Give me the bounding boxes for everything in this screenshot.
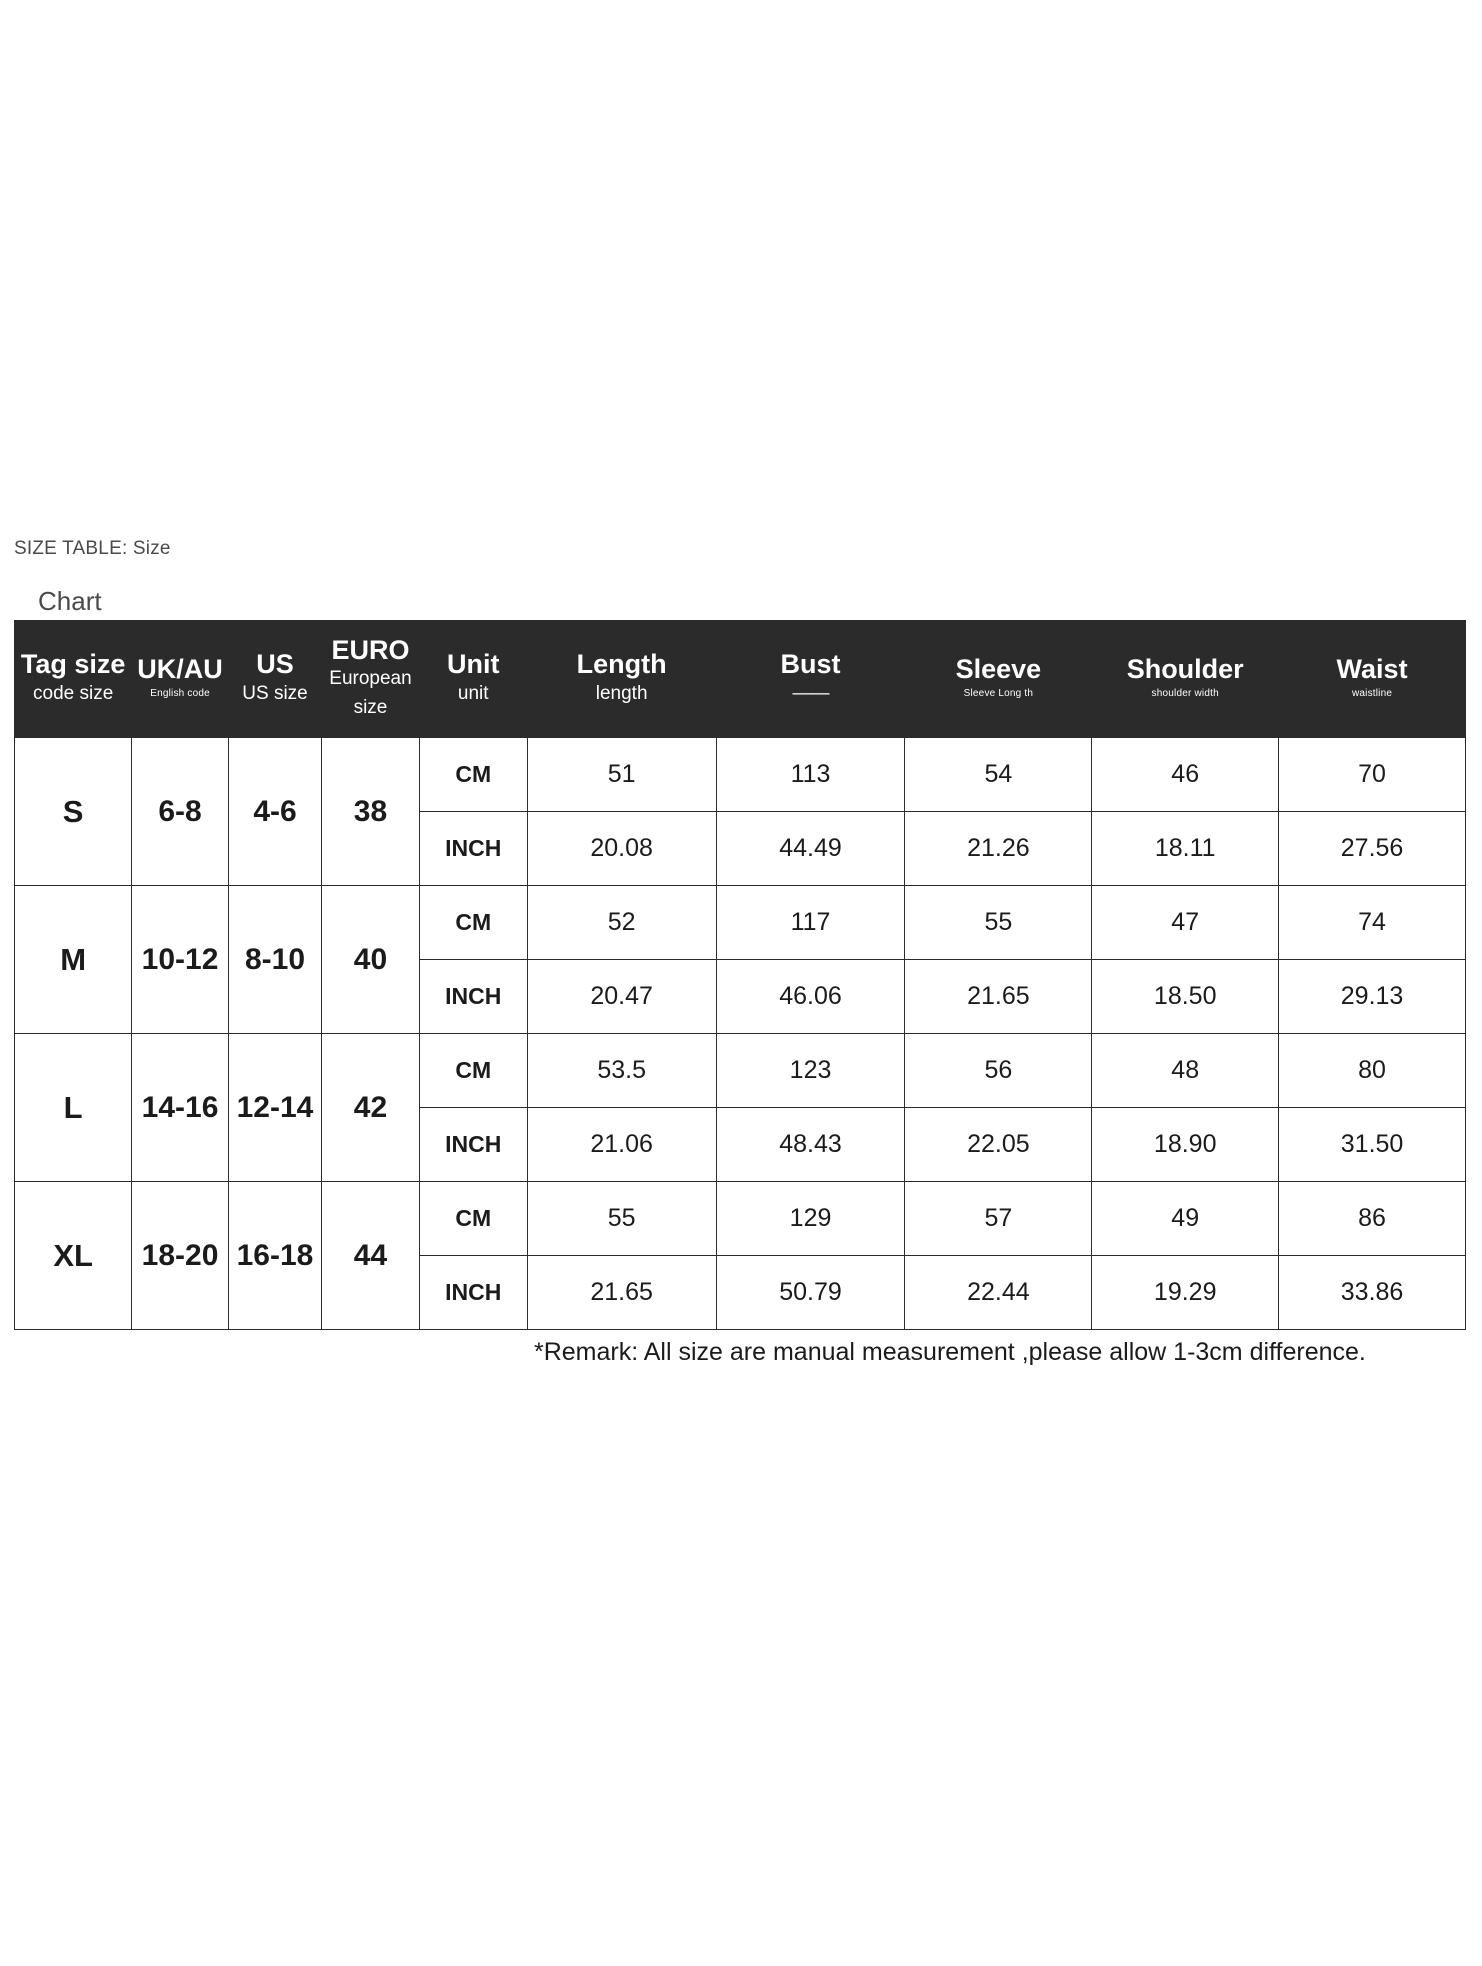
- cell-sleeve: 57: [905, 1182, 1092, 1256]
- cell-waist: 74: [1279, 886, 1466, 960]
- table-row: [15, 886, 1466, 960]
- cell-us: 12-14: [228, 1034, 321, 1182]
- cell-shoulder: 47: [1092, 886, 1279, 960]
- cell-length: 21.65: [527, 1256, 716, 1330]
- cell-sleeve: 54: [905, 738, 1092, 812]
- table-row: [15, 1182, 1466, 1256]
- cell-shoulder: 18.90: [1092, 1108, 1279, 1182]
- header-uk-au-main: UK/AU: [137, 654, 223, 685]
- header-euro-main: EURO: [331, 634, 410, 665]
- header-bust-main: Bust: [780, 648, 841, 679]
- cell-length: 20.08: [527, 812, 716, 886]
- cell-shoulder: 18.50: [1092, 960, 1279, 1034]
- header-length: [527, 621, 716, 738]
- header-shoulder-sub: shoulder width: [1151, 687, 1219, 699]
- cell-sleeve: 56: [905, 1034, 1092, 1108]
- cell-sleeve: 21.26: [905, 812, 1092, 886]
- cell-length: 21.06: [527, 1108, 716, 1182]
- header-us-sub: US size: [242, 682, 308, 704]
- cell-waist: 86: [1279, 1182, 1466, 1256]
- cell-sleeve: 22.05: [905, 1108, 1092, 1182]
- header-sleeve-sub: Sleeve Long th: [963, 687, 1034, 699]
- cell-unit: CM: [419, 1034, 527, 1108]
- header-sleeve-main: Sleeve: [955, 654, 1042, 685]
- cell-waist: 31.50: [1279, 1108, 1466, 1182]
- cell-waist: 27.56: [1279, 812, 1466, 886]
- header-tag-size-main: Tag size: [20, 648, 126, 679]
- header-waist-sub: waistline: [1351, 687, 1393, 699]
- cell-shoulder: 48: [1092, 1034, 1279, 1108]
- table-row: [15, 738, 1466, 812]
- cell-euro: 44: [322, 1182, 420, 1330]
- cell-us: 16-18: [228, 1182, 321, 1330]
- header-shoulder: [1092, 621, 1279, 738]
- cell-waist: 80: [1279, 1034, 1466, 1108]
- cell-unit: CM: [419, 886, 527, 960]
- cell-unit: INCH: [419, 1108, 527, 1182]
- cell-unit: CM: [419, 1182, 527, 1256]
- header-unit-main: Unit: [446, 648, 500, 679]
- cell-length: 52: [527, 886, 716, 960]
- cell-unit: INCH: [419, 960, 527, 1034]
- cell-bust: 113: [716, 738, 905, 812]
- size-chart-table: [14, 620, 1466, 1330]
- header-unit: [419, 621, 527, 738]
- cell-bust: 48.43: [716, 1108, 905, 1182]
- cell-bust: 50.79: [716, 1256, 905, 1330]
- cell-uk-au: 6-8: [132, 738, 229, 886]
- cell-waist: 33.86: [1279, 1256, 1466, 1330]
- cell-us: 8-10: [228, 886, 321, 1034]
- size-table-title-line2: Chart: [38, 586, 102, 616]
- cell-bust: 46.06: [716, 960, 905, 1034]
- cell-shoulder: 46: [1092, 738, 1279, 812]
- header-waist-main: Waist: [1336, 654, 1408, 685]
- cell-length: 20.47: [527, 960, 716, 1034]
- cell-euro: 38: [322, 738, 420, 886]
- header-tag-size-sub: code size: [33, 682, 114, 704]
- header-length-main: Length: [576, 648, 667, 679]
- cell-uk-au: 14-16: [132, 1034, 229, 1182]
- cell-length: 55: [527, 1182, 716, 1256]
- cell-tag-size: M: [15, 886, 132, 1034]
- cell-shoulder: 49: [1092, 1182, 1279, 1256]
- cell-euro: 40: [322, 886, 420, 1034]
- cell-bust: 129: [716, 1182, 905, 1256]
- cell-bust: 123: [716, 1034, 905, 1108]
- cell-uk-au: 18-20: [132, 1182, 229, 1330]
- cell-sleeve: 55: [905, 886, 1092, 960]
- cell-unit: CM: [419, 738, 527, 812]
- cell-bust: 44.49: [716, 812, 905, 886]
- cell-tag-size: S: [15, 738, 132, 886]
- cell-euro: 42: [322, 1034, 420, 1182]
- header-uk-au: [132, 621, 229, 738]
- measurement-remark: *Remark: All size are manual measurement ,please allow 1-3cm difference.: [534, 1338, 1366, 1366]
- cell-length: 51: [527, 738, 716, 812]
- size-table-title-line1: SIZE TABLE: Size: [14, 538, 171, 559]
- cell-tag-size: L: [15, 1034, 132, 1182]
- cell-us: 4-6: [228, 738, 321, 886]
- header-euro-sub: European size: [329, 668, 412, 718]
- cell-unit: INCH: [419, 1256, 527, 1330]
- cell-shoulder: 18.11: [1092, 812, 1279, 886]
- cell-uk-au: 10-12: [132, 886, 229, 1034]
- header-bust: [716, 621, 905, 738]
- header-waist: [1279, 621, 1466, 738]
- cell-tag-size: XL: [15, 1182, 132, 1330]
- header-unit-sub: unit: [457, 682, 489, 704]
- cell-waist: 29.13: [1279, 960, 1466, 1034]
- table-row: [15, 1034, 1466, 1108]
- cell-sleeve: 21.65: [905, 960, 1092, 1034]
- header-uk-au-sub: English code: [150, 687, 210, 699]
- cell-length: 53.5: [527, 1034, 716, 1108]
- header-bust-sub: ——: [792, 682, 829, 704]
- header-us: [228, 621, 321, 738]
- header-sleeve: [905, 621, 1092, 738]
- table-header-row: [15, 621, 1466, 738]
- header-shoulder-main: Shoulder: [1126, 654, 1244, 685]
- header-length-sub: length: [595, 682, 648, 704]
- cell-sleeve: 22.44: [905, 1256, 1092, 1330]
- header-us-main: US: [256, 648, 294, 679]
- cell-bust: 117: [716, 886, 905, 960]
- header-tag-size: [15, 621, 132, 738]
- header-euro: [322, 621, 420, 738]
- cell-waist: 70: [1279, 738, 1466, 812]
- cell-shoulder: 19.29: [1092, 1256, 1279, 1330]
- cell-unit: INCH: [419, 812, 527, 886]
